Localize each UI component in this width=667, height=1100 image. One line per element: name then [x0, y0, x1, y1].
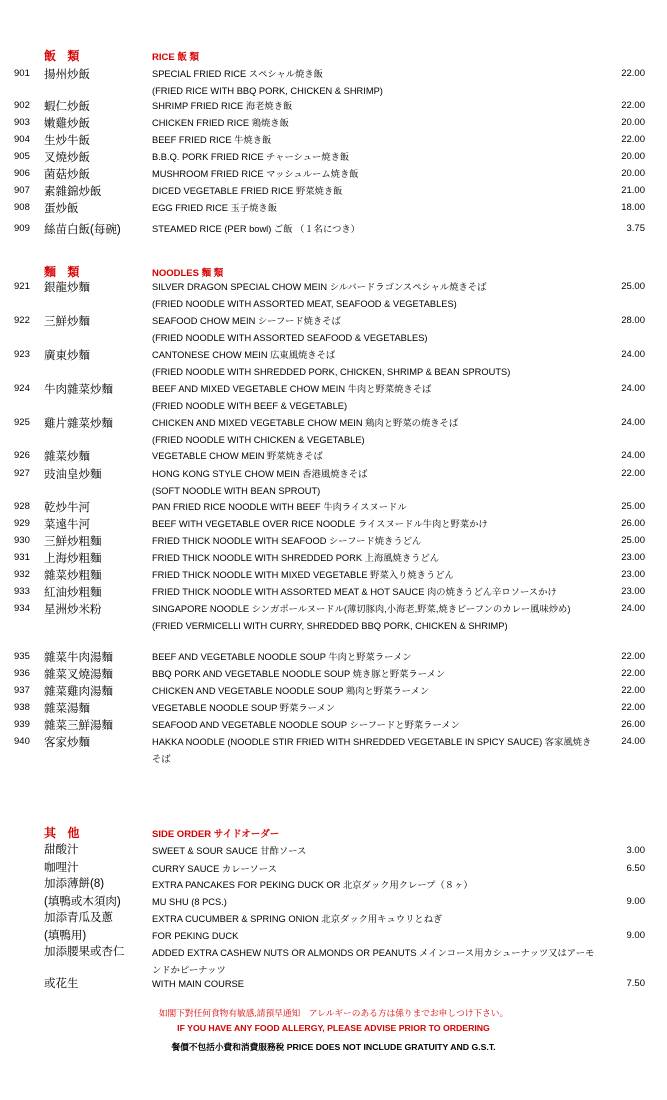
item-name-zh: 客家炒麵: [44, 737, 90, 749]
rice-heading-en: RICE 飯 類: [152, 52, 199, 63]
item-name-zh: 雞片雜菜炒麵: [44, 418, 113, 430]
side-item-name-zh: 加添薄餅(8): [44, 878, 105, 890]
item-name-zh: 嫩雞炒飯: [44, 118, 90, 130]
item-number: 921: [14, 281, 30, 292]
item-name-zh: 蝦仁炒飯: [44, 101, 90, 113]
side-item-name-zh-detail: (填鴨或木須肉): [44, 896, 121, 908]
item-number: 932: [14, 569, 30, 580]
item-description-detail: (FRIED NOODLE WITH BEEF & VEGETABLE): [152, 401, 348, 411]
item-price: 26.00: [621, 518, 645, 529]
item-name-zh: 乾炒牛河: [44, 502, 90, 514]
item-name-zh: 雜菜叉燒湯麵: [44, 669, 113, 681]
item-number: 933: [14, 586, 30, 597]
item-description: FRIED THICK NOODLE WITH SHREDDED PORK 上海風焼きうどん: [152, 553, 440, 563]
item-number: 907: [14, 185, 30, 196]
item-name-zh: 牛肉雜菜炒麵: [44, 384, 113, 396]
item-price: 22.00: [621, 468, 645, 479]
item-description: SPECIAL FRIED RICE スペシャル焼き飯: [152, 69, 323, 79]
side-item-price: 9.00: [626, 930, 645, 941]
item-name-zh: 叉燒炒飯: [44, 152, 90, 164]
item-name-zh: 素雜錦炒飯: [44, 186, 102, 198]
item-name-zh: 豉油皇炒麵: [44, 469, 102, 481]
item-description-detail: (FRIED NOODLE WITH SHREDDED PORK, CHICKEN, SHRIMP & BEAN SPROUTS): [152, 367, 511, 377]
item-description-detail: (SOFT NOODLE WITH BEAN SPROUT): [152, 486, 321, 496]
allergy-note-en: IF YOU HAVE ANY FOOD ALLERGY, PLEASE ADVISE PRIOR TO ORDERING: [177, 1023, 490, 1033]
item-name-zh: 雜菜炒麵: [44, 451, 90, 463]
item-price: 18.00: [621, 202, 645, 213]
item-name-zh: 蛋炒飯: [44, 203, 79, 215]
side-item-description-detail: WITH MAIN COURSE: [152, 979, 244, 989]
item-name-zh: 雜菜炒粗麵: [44, 570, 102, 582]
item-name-zh: 三鮮炒粗麵: [44, 536, 102, 548]
side-item-description: EXTRA CUCUMBER & SPRING ONION 北京ダック用キュウリとねぎ: [152, 914, 443, 924]
item-description: CHICKEN FRIED RICE 鶏焼き飯: [152, 118, 289, 128]
item-description: BEEF WITH VEGETABLE OVER RICE NOODLE ライスヌードル牛肉と野菜かけ: [152, 519, 488, 529]
item-number: 923: [14, 349, 30, 360]
item-price: 24.00: [621, 736, 645, 747]
side-heading-en: SIDE ORDER サイドオーダー: [152, 829, 280, 840]
item-number: 909: [14, 223, 30, 234]
item-description: HONG KONG STYLE CHOW MEIN 香港風焼きそば: [152, 469, 368, 479]
item-number: 904: [14, 134, 30, 145]
item-number: 939: [14, 719, 30, 730]
side-item-description: SWEET & SOUR SAUCE 甘酢ソース: [152, 846, 307, 856]
item-number: 924: [14, 383, 30, 394]
item-description: CANTONESE CHOW MEIN 広東風焼きそば: [152, 350, 336, 360]
item-name-zh: 菜遠牛河: [44, 519, 90, 531]
item-description-detail: (FRIED RICE WITH BBQ PORK, CHICKEN & SHRIMP): [152, 86, 383, 96]
item-price: 3.75: [626, 223, 645, 234]
side-item-price: 9.00: [626, 896, 645, 907]
item-number: 902: [14, 100, 30, 111]
item-price: 22.00: [621, 100, 645, 111]
side-item-description: EXTRA PANCAKES FOR PEKING DUCK OR 北京ダック用クレープ（８ヶ）: [152, 880, 473, 890]
item-description-detail: (FRIED NOODLE WITH ASSORTED SEAFOOD & VEGETABLES): [152, 333, 428, 343]
item-number: 938: [14, 702, 30, 713]
item-price: 25.00: [621, 501, 645, 512]
item-number: 928: [14, 501, 30, 512]
gst-note: 餐價不包括小費和消費服務稅 PRICE DOES NOT INCLUDE GRATUITY AND G.S.T.: [171, 1042, 496, 1052]
item-price: 20.00: [621, 117, 645, 128]
rice-heading-zh: 飯 類: [44, 49, 84, 63]
item-description: VEGETABLE CHOW MEIN 野菜焼きそば: [152, 451, 323, 461]
item-number: 930: [14, 535, 30, 546]
item-description: BBQ PORK AND VEGETABLE NOODLE SOUP 焼き豚と野菜ラーメン: [152, 669, 446, 679]
item-price: 22.00: [621, 651, 645, 662]
item-description-detail: (FRIED NOODLE WITH CHICKEN & VEGETABLE): [152, 435, 365, 445]
noodles-heading-zh: 麵 類: [44, 265, 84, 279]
item-number: 935: [14, 651, 30, 662]
item-name-zh: 絲苗白飯(每碗): [44, 224, 121, 236]
item-number: 934: [14, 603, 30, 614]
item-price: 20.00: [621, 151, 645, 162]
side-item-description: CURRY SAUCE カレーソース: [152, 864, 277, 874]
item-number: 940: [14, 736, 30, 747]
item-number: 927: [14, 468, 30, 479]
item-description: MUSHROOM FRIED RICE マッシュルーム焼き飯: [152, 169, 359, 179]
item-description: PAN FRIED RICE NOODLE WITH BEEF 牛肉ライスヌードル: [152, 502, 407, 512]
item-price: 24.00: [621, 349, 645, 360]
item-price: 23.00: [621, 569, 645, 580]
item-price: 22.00: [621, 68, 645, 79]
item-price: 24.00: [621, 603, 645, 614]
item-number: 903: [14, 117, 30, 128]
item-price: 22.00: [621, 685, 645, 696]
item-price: 24.00: [621, 417, 645, 428]
item-description: CHICKEN AND VEGETABLE NOODLE SOUP 鶏肉と野菜ラーメン: [152, 686, 430, 696]
side-item-name-zh: 甜酸汁: [44, 844, 79, 856]
item-description: SEAFOOD CHOW MEIN シーフード焼きそば: [152, 316, 341, 326]
side-item-name-zh: 加添青瓜及蔥: [44, 912, 113, 924]
item-number: 931: [14, 552, 30, 563]
noodles-heading-en: NOODLES 麵 類: [152, 268, 224, 279]
item-description: BEEF AND VEGETABLE NOODLE SOUP 牛肉と野菜ラーメン: [152, 652, 412, 662]
item-price: 21.00: [621, 185, 645, 196]
item-description: FRIED THICK NOODLE WITH MIXED VEGETABLE 野菜入り焼きうどん: [152, 570, 454, 580]
item-description: FRIED THICK NOODLE WITH SEAFOOD シーフード焼きうどん: [152, 536, 422, 546]
item-price: 20.00: [621, 168, 645, 179]
item-description: BEEF AND MIXED VEGETABLE CHOW MEIN 牛肉と野菜焼きそば: [152, 384, 432, 394]
allergy-note-zh: 如閣下對任何食物有敏感,請預早通知 アレルギーのある方は係りまでお申しつけ下さい。: [158, 1008, 509, 1018]
item-name-zh: 揚州炒飯: [44, 69, 90, 81]
item-price: 24.00: [621, 383, 645, 394]
item-number: 906: [14, 168, 30, 179]
item-price: 24.00: [621, 450, 645, 461]
item-number: 929: [14, 518, 30, 529]
item-number: 922: [14, 315, 30, 326]
item-price: 28.00: [621, 315, 645, 326]
item-price: 25.00: [621, 281, 645, 292]
item-description: SINGAPORE NOODLE シンガポールヌードル(薄切豚肉,小海老,野菜,焼きビーフンのカレー風味炒め) (FRIED VERMICELLI WITH CURRY, SHREDDED BBQ PORK, CHICKEN & SHRIMP): [152, 604, 571, 631]
item-description: DICED VEGETABLE FRIED RICE 野菜焼き飯: [152, 186, 343, 196]
item-description: B.B.Q. PORK FRIED RICE チャーシュー焼き飯: [152, 152, 350, 162]
item-name-zh: 雜菜湯麵: [44, 703, 90, 715]
side-item-name-zh-detail: (填鴨用): [44, 930, 87, 942]
item-price: 23.00: [621, 552, 645, 563]
side-item-name-zh-detail: 或花生: [44, 978, 79, 990]
side-item-name-zh: 咖哩汁: [44, 862, 79, 874]
item-price: 22.00: [621, 668, 645, 679]
item-number: 901: [14, 68, 30, 79]
item-number: 925: [14, 417, 30, 428]
item-name-zh: 紅油炒粗麵: [44, 587, 102, 599]
item-number: 936: [14, 668, 30, 679]
item-description-detail: (FRIED NOODLE WITH ASSORTED MEAT, SEAFOOD & VEGETABLES): [152, 299, 457, 309]
item-price: 26.00: [621, 719, 645, 730]
side-item-price: 6.50: [626, 863, 645, 874]
item-price: 25.00: [621, 535, 645, 546]
item-number: 926: [14, 450, 30, 461]
side-item-description: ADDED EXTRA CASHEW NUTS OR ALMONDS OR PEANUTS メインコース用カシューナッツ又はアーモンドかピーナッツ: [152, 948, 595, 975]
item-name-zh: 廣東炒麵: [44, 350, 90, 362]
item-price: 22.00: [621, 702, 645, 713]
item-price: 23.00: [621, 586, 645, 597]
item-name-zh: 生炒牛飯: [44, 135, 90, 147]
item-name-zh: 上海炒粗麵: [44, 553, 102, 565]
item-name-zh: 三鮮炒麵: [44, 316, 90, 328]
item-name-zh: 菌菇炒飯: [44, 169, 90, 181]
item-description: FRIED THICK NOODLE WITH ASSORTED MEAT & HOT SAUCE 肉の焼きうどん辛ロソースかけ: [152, 587, 557, 597]
side-item-name-zh: 加添腰果或杏仁: [44, 946, 125, 958]
item-description: BEEF FRIED RICE 牛焼き飯: [152, 135, 272, 145]
item-name-zh: 星洲炒米粉: [44, 604, 102, 616]
side-item-price: 7.50: [626, 978, 645, 989]
item-description: SHRIMP FRIED RICE 海老焼き飯: [152, 101, 293, 111]
item-name-zh: 銀龍炒麵: [44, 282, 90, 294]
side-item-description-detail: FOR PEKING DUCK: [152, 931, 239, 941]
item-description: VEGETABLE NOODLE SOUP 野菜ラーメン: [152, 703, 336, 713]
item-description: SEAFOOD AND VEGETABLE NOODLE SOUP シーフードと野菜ラーメン: [152, 720, 460, 730]
item-name-zh: 雜菜三鮮湯麵: [44, 720, 113, 732]
side-item-price: 3.00: [626, 845, 645, 856]
item-description: HAKKA NOODLE (NOODLE STIR FRIED WITH SHREDDED VEGETABLE IN SPICY SAUCE) 客家風焼きそば: [152, 737, 592, 764]
item-description: CHICKEN AND MIXED VEGETABLE CHOW MEIN 鶏肉と野菜の焼きそば: [152, 418, 459, 428]
item-number: 908: [14, 202, 30, 213]
item-description: EGG FRIED RICE 玉子焼き飯: [152, 203, 277, 213]
item-number: 937: [14, 685, 30, 696]
side-item-description-detail: MU SHU (8 PCS.): [152, 897, 227, 907]
item-name-zh: 雜菜牛肉湯麵: [44, 652, 113, 664]
item-description: SILVER DRAGON SPECIAL CHOW MEIN シルバードラゴンスペシャル焼きそば: [152, 282, 487, 292]
item-description: STEAMED RICE (PER bowl) ご飯 （１名につき）: [152, 224, 360, 234]
side-heading-zh: 其 他: [44, 826, 84, 840]
item-name-zh: 雜菜雞肉湯麵: [44, 686, 113, 698]
item-number: 905: [14, 151, 30, 162]
item-price: 22.00: [621, 134, 645, 145]
